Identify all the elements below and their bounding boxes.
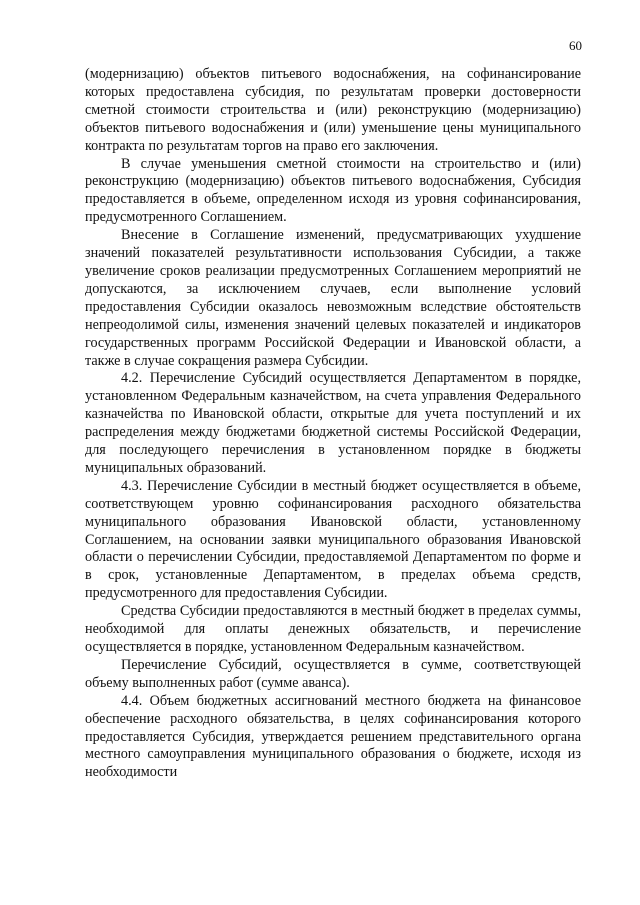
paragraph-agreement-changes: Внесение в Соглашение изменений, предусматривающих ухудшение значений показателей результативности использования Субсидии, а также увеличение сроков реализации предусмотренных Соглашением мероприятий не допускаются, за исключением случаев, если выполнение условий предоставления Субсидии оказалось невозможным вследствие обстоятельств непреодолимой силы, изменения значений целевых показателей и индикаторов государственных программ Российской Федерации и Ивановской области, а также в случае сокращения размера Субсидии. [85, 227, 581, 369]
paragraph-4-2: 4.2. Перечисление Субсидий осуществляется Департаментом в порядке, установленном Федеральным казначейством, на счета управления Федерального казначейства по Ивановской области, открытые для учета поступлений и их распределения между бюджетами бюджетной системы Российской Федерации, для последующего перечисления в установленном порядке в бюджеты муниципальных образований. [85, 370, 581, 476]
paragraph-continuation: (модернизацию) объектов питьевого водоснабжения, на софинансирование которых предоставлена субсидия, по результатам проверки достоверности сметной стоимости строительства и (или) реконструкцию (модернизацию) объектов питьевого водоснабжения и (или) уменьшение цены муниципального контракта по результатам торгов на право его заключения. [85, 66, 581, 154]
document-body [85, 66, 581, 782]
paragraph-estimate-reduction: В случае уменьшения сметной стоимости на строительство и (или) реконструкцию (модернизацию) объектов питьевого водоснабжения, Субсидия предоставляется в объеме, определенном исходя из уровня софинансирования, предусмотренного Соглашением. [85, 155, 581, 226]
paragraph-subsidy-funds: Средства Субсидии предоставляются в местный бюджет в пределах суммы, необходимой для оплаты денежных обязательств, и перечисление осуществляется в порядке, установленном Федеральным казначейством. [85, 603, 581, 655]
paragraph-4-4: 4.4. Объем бюджетных ассигнований местного бюджета на финансовое обеспечение расходного обязательства, в целях софинансирования которого предоставляется Субсидия, утверждается решением представительного органа местного самоуправления муниципального образования о бюджете, исходя из необходимости [85, 692, 581, 781]
page-number: 60 [569, 38, 582, 53]
paragraph-4-3: 4.3. Перечисление Субсидии в местный бюджет осуществляется в объеме, соответствующем уровню софинансирования расходного обязательства муниципального образования Ивановской области, установленному Соглашением, на основании заявки муниципального образования Ивановской области о перечислении Субсидии, предоставляемой Департаментом по форме и в срок, установленные Департаментом, в пределах объема средств, предусмотренного для предоставления Субсидии. [85, 477, 581, 602]
paragraph-advance-transfer: Перечисление Субсидий, осуществляется в сумме, соответствующей объему выполненных работ (сумме аванса). [85, 656, 581, 691]
